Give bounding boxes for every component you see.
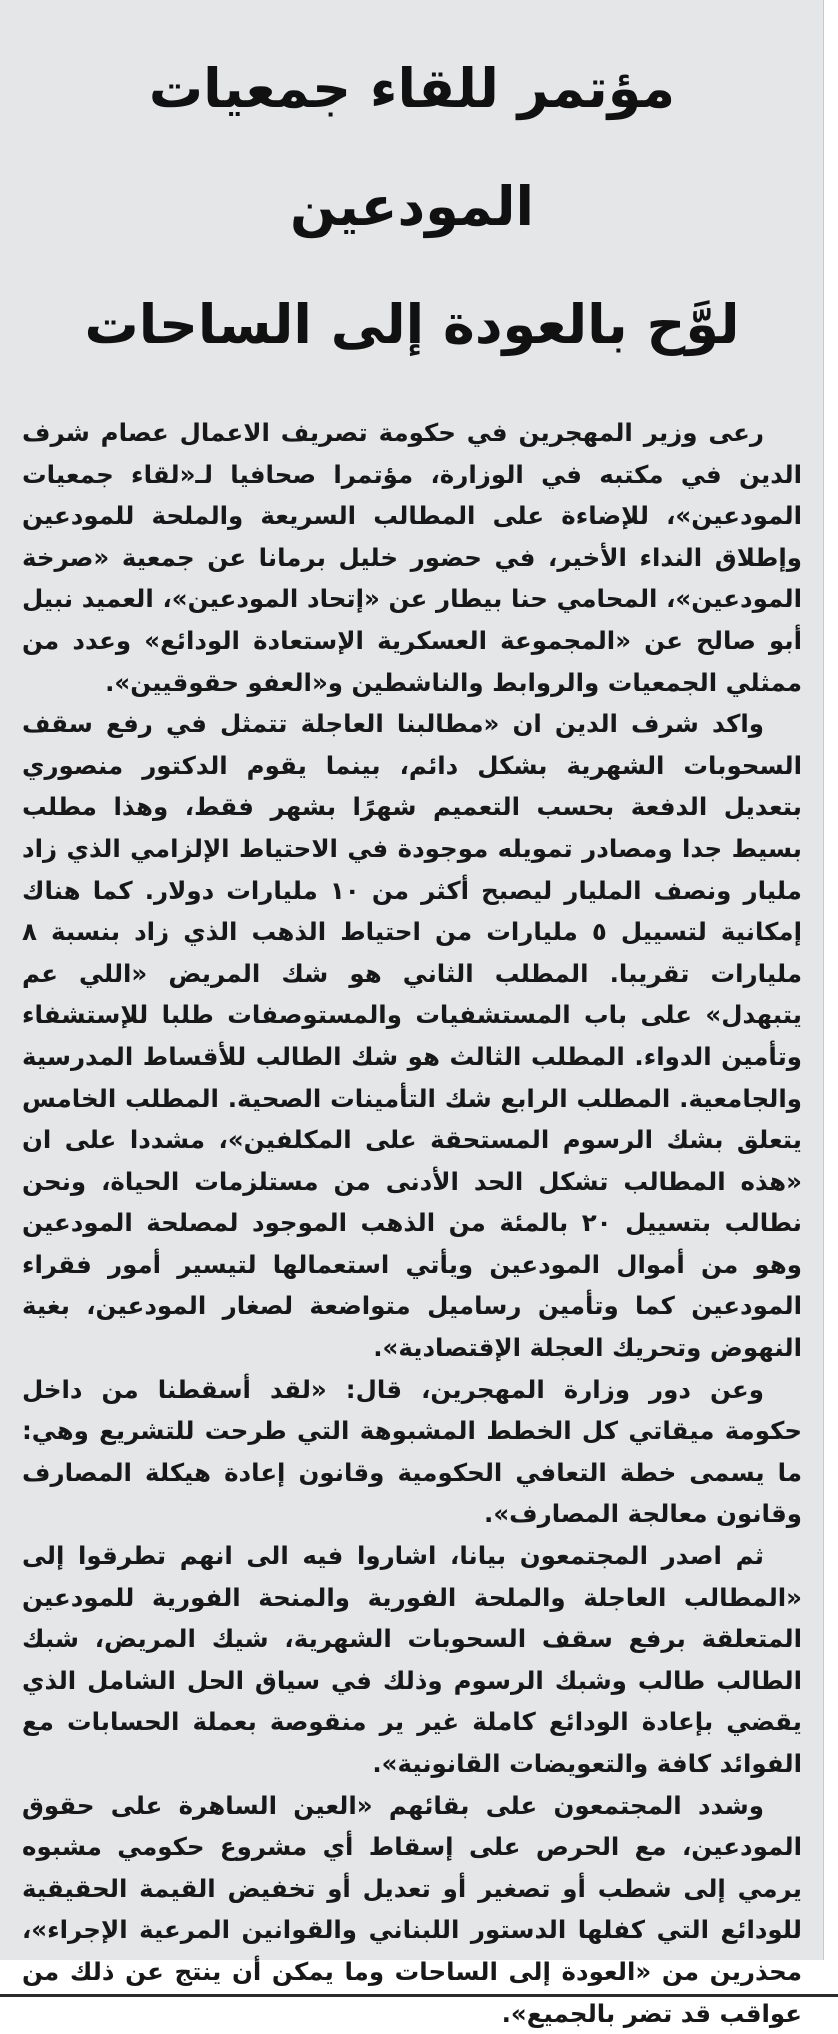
headline [22,30,802,384]
article-body [22,412,802,2034]
paragraph-3: وعن دور وزارة المهجرين، قال: «لقد أسقطنا من داخل حكومة ميقاتي كل الخطط المشبوهة التي طرحت للتشريع وهي: ما يسمى خطة التعافي الحكومية وقانون إعادة هيكلة المصارف وقانون معالجة المصارف». [22,1374,802,1529]
headline-line-2: لوَّح بالعودة إلى الساحات [84,293,740,356]
paragraph-5: وشدد المجتمعون على بقائهم «العين الساهرة على حقوق المودعين، مع الحرص على إسقاط أي مشروع حكومي مشبوه يرمي إلى شطب أو تصغير أو تعديل أو تخفيض القيمة الحقيقية للودائع التي كفلها الدستور اللبناني والقوانين المرعية الإجراء»، محذرين من «العودة إلى الساحات وما يمكن أن ينتج عن ذلك من عواقب قد تضر بالجميع». [22,1790,802,2028]
paragraph-4: ثم اصدر المجتمعون بيانا، اشاروا فيه الى انهم تطرقوا إلى «المطالب العاجلة والملحة الفورية والمنحة الفورية للمودعين المتعلقة برفع سقف السحوبات الشهرية، شيك المريض، شبك الطالب طالب وشبك الرسوم وذلك في سياق الحل الشامل الذي يقضي بإعادة الودائع كاملة غير ير منقوصة بعملة الحسابات مع الفوائد كافة والتعويضات القانونية». [22,1541,802,1778]
news-article [22,30,802,2034]
page-edge [823,0,824,1960]
headline-line-1: مؤتمر للقاء جمعيات المودعين [148,57,676,238]
paragraph-2: واكد شرف الدين ان «مطالبنا العاجلة تتمثل في رفع سقف السحوبات الشهرية بشكل دائم، بينما يقوم الدكتور منصوري بتعديل الدفعة بحسب التعميم شهرًا بشهر فقط، وهذا مطلب بسيط جدا ومصادر تمويله موجودة في الاحتياط الإلزامي الذي زاد مليار ونصف المليار ليصبح أكثر من ١٠ مليارات دولار. كما هناك إمكانية لتسييل ٥ مليارات من احتياط الذهب الذي زاد بنسبة ٨ مليارات تقريبا. المطلب الثاني هو شك المريض «اللي عم يتبهدل» على باب المستشفيات والمستوصفات طلبا للإستشفاء وتأمين الدواء. المطلب الثالث هو شك الطالب للأقساط المدرسية والجامعية. المطلب الرابع شك التأمينات الصحية. المطلب الخامس يتعلق بشك الرسوم المستحقة على المكلفين»، مشددا على ان «هذه المطالب تشكل الحد الأدنى من مستلزمات الحياة، ونحن نطالب بتسييل ٢٠ بالمئة من الذهب الموجود لمصلحة المودعين وهو من أموال المودعين ويأتي استعمالها لتيسير أمور فقراء المودعين كما وتأمين رساميل متواضعة لصغار المودعين، بغية النهوض وتحريك العجلة الإقتصادية». [22,709,802,1363]
paragraph-1: رعى وزير المهجرين في حكومة تصريف الاعمال عصام شرف الدين في مكتبه في الوزارة، مؤتمرا صحافيا لـ«لقاء جمعيات المودعين»، للإضاءة على المطالب السريعة والملحة للمودعين وإطلاق النداء الأخير، في حضور خليل برمانا عن جمعية «صرخة المودعين»، المحامي حنا بيطار عن «إتحاد المودعين»، العميد نبيل أبو صالح عن «المجموعة العسكرية الإستعادة الودائع» وعدد من ممثلي الجمعيات والروابط والناشطين و«العفو حقوقيين». [22,418,802,697]
bottom-divider [0,1994,838,1997]
